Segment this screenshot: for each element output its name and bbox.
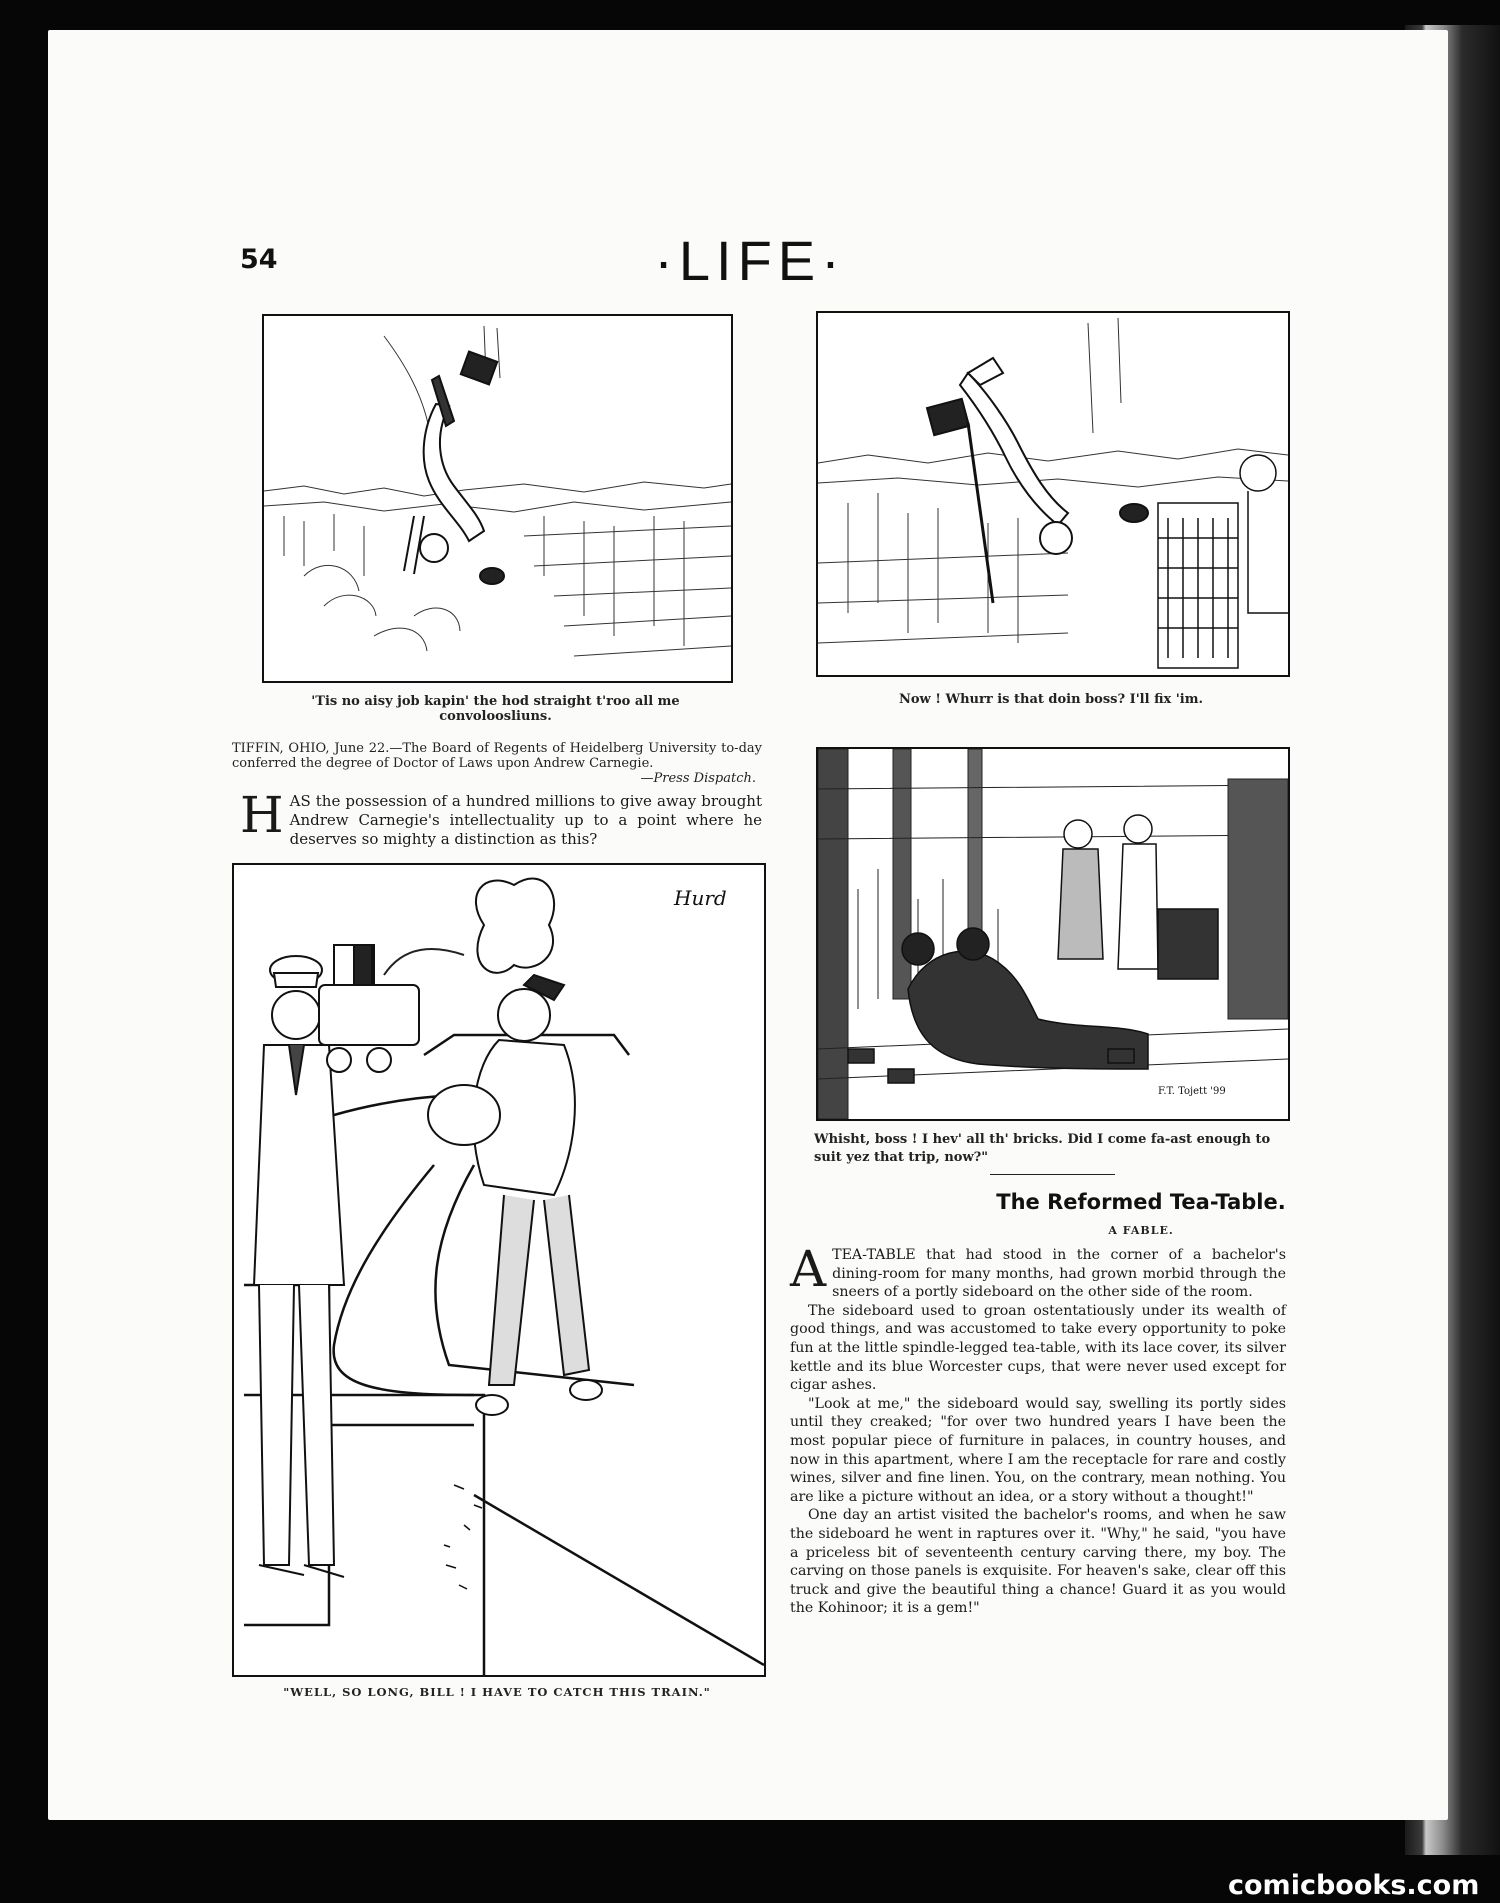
story-body <box>790 1240 1286 1618</box>
cartoon-panel-bricklayers <box>816 747 1290 1121</box>
panel-caption: "WELL, SO LONG, BILL ! I HAVE TO CATCH THIS TRAIN." <box>283 1685 711 1699</box>
cartoon-panel-train-farewell <box>232 863 766 1677</box>
story-paragraph: The sideboard used to groan ostentatiously under its wealth of good things, and was accustomed to take every opportunity to poke fun at the little spindle-legged tea-table, with its lace cover, its silver kettle and its blue Worcester cups, that were never used except for cigar ashes. <box>790 1302 1286 1394</box>
story-paragraph: One day an artist visited the bachelor's rooms, and when he saw the sideboard he went in raptures over it. "Why," he said, "you have a priceless bit of seventeenth century carving there, my boy. The carving on those panels is exquisite. For heaven's sake, clear off this truck and give the beautiful thing a chance! Guard it as you would the Kohinoor; it is a gem!" <box>790 1507 1286 1617</box>
panel-caption: Whisht, boss ! I hev' all th' bricks. Did I come fa-ast enough to suit yez that trip, now?" <box>814 1132 1271 1165</box>
section-divider <box>990 1174 1115 1175</box>
drop-cap: H <box>240 786 284 844</box>
cartoon-panel-falling-hod-carrier <box>262 314 733 683</box>
panel-caption: 'Tis no aisy job kapin' the hod straight t'roo all me convoloosliuns. <box>311 694 680 724</box>
artist-signature: Hurd <box>674 886 727 910</box>
site-watermark: comicbooks.com <box>1228 1870 1480 1901</box>
story-paragraph: "Look at me," the sideboard would say, swelling its portly sides until they creaked; "for over two hundred years I have been the most popular piece of furniture in palaces, in country houses, and now in this apartment, where I am the receptacle for rare and costly wines, silver and fine linen. You, on the contrary, mean nothing. You are like a picture without an idea, or a story without a thought!" <box>790 1395 1286 1505</box>
city-sketch-illustration <box>264 316 731 681</box>
story-title: The Reformed Tea-Table. <box>996 1190 1286 1214</box>
cartoon-panel-upside-down-hod-carrier <box>816 311 1290 677</box>
train-cartoon-illustration <box>234 865 764 1675</box>
story-subtitle: A FABLE. <box>1108 1224 1174 1237</box>
carnegie-commentary <box>240 786 762 849</box>
dispatch-source: —Press Dispatch. <box>640 771 756 786</box>
press-dispatch-item <box>232 741 762 786</box>
drop-cap: A <box>790 1240 827 1298</box>
story-paragraph-text: TEA-TABLE that had stood in the corner of a bachelor's dining-room for many months, had grown morbid through the sneers of a portly sideboard on the other side of the room. <box>832 1247 1286 1301</box>
story-paragraph <box>790 1240 1286 1302</box>
construction-site-illustration <box>818 749 1288 1119</box>
dispatch-text: TIFFIN, OHIO, June 22.—The Board of Regents of Heidelberg University to-day conferred the degree of Doctor of Laws upon Andrew Carnegie. <box>232 741 762 771</box>
panel-caption: Now ! Whurr is that doin boss? I'll fix 'im. <box>898 692 1204 707</box>
commentary-text: AS the possession of a hundred millions to give away brought Andrew Carnegie's intellectuality up to a point where he deserves so mighty a distinction as this? <box>289 792 762 848</box>
masthead-title: ·LIFE· <box>654 229 846 292</box>
city-sketch-illustration <box>818 313 1288 675</box>
panel-signature: F.T. Tojett '99 <box>1158 1086 1226 1097</box>
page-number: 54 <box>240 244 278 275</box>
